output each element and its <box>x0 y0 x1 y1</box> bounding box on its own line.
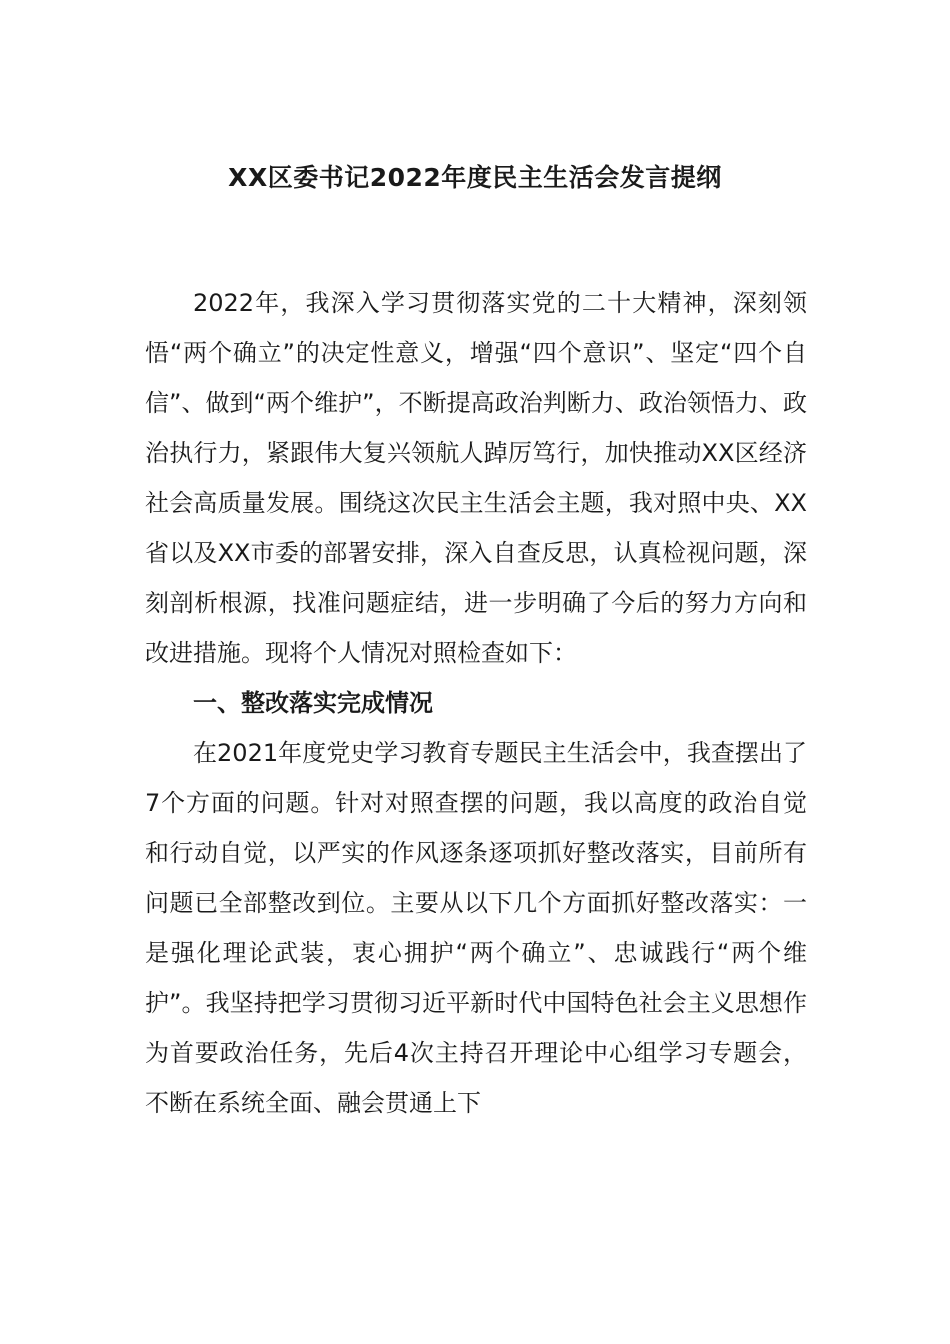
section-heading-1: 一、整改落实完成情况 <box>193 689 433 717</box>
document-title: XX区委书记2022年度民主生活会发言提纲 <box>228 163 722 192</box>
intro-paragraph: 2022年，我深入学习贯彻落实党的二十大精神，深刻领悟“两个确立”的决定性意义，增强“四个意识”、坚定“四个自信”、做到“两个维护”，不断提高政治判断力、政治领悟力、政治执行力，紧跟伟大复兴领航人踔厉笃行，加快推动XX区经济社会高质量发展。围绕这次民主生活会主题，我对照中央、XX省以及XX市委的部署安排，深入自查反思，认真检视问题，深刻剖析根源，找准问题症结，进一步明确了今后的努力方向和改进措施。现将个人情况对照检查如下： <box>145 289 807 667</box>
section-1-paragraph: 在2021年度党史学习教育专题民主生活会中，我查摆出了7个方面的问题。针对对照查摆的问题，我以高度的政治自觉和行动自觉，以严实的作风逐条逐项抓好整改落实，目前所有问题已全部整改到位。主要从以下几个方面抓好整改落实：一是强化理论武装，衷心拥护“两个确立”、忠诚践行“两个维护”。我坚持把学习贯彻习近平新时代中国特色社会主义思想作为首要政治任务，先后4次主持召开理论中心组学习专题会，不断在系统全面、融会贯通上下 <box>145 739 807 1117</box>
document-body <box>145 278 807 1128</box>
